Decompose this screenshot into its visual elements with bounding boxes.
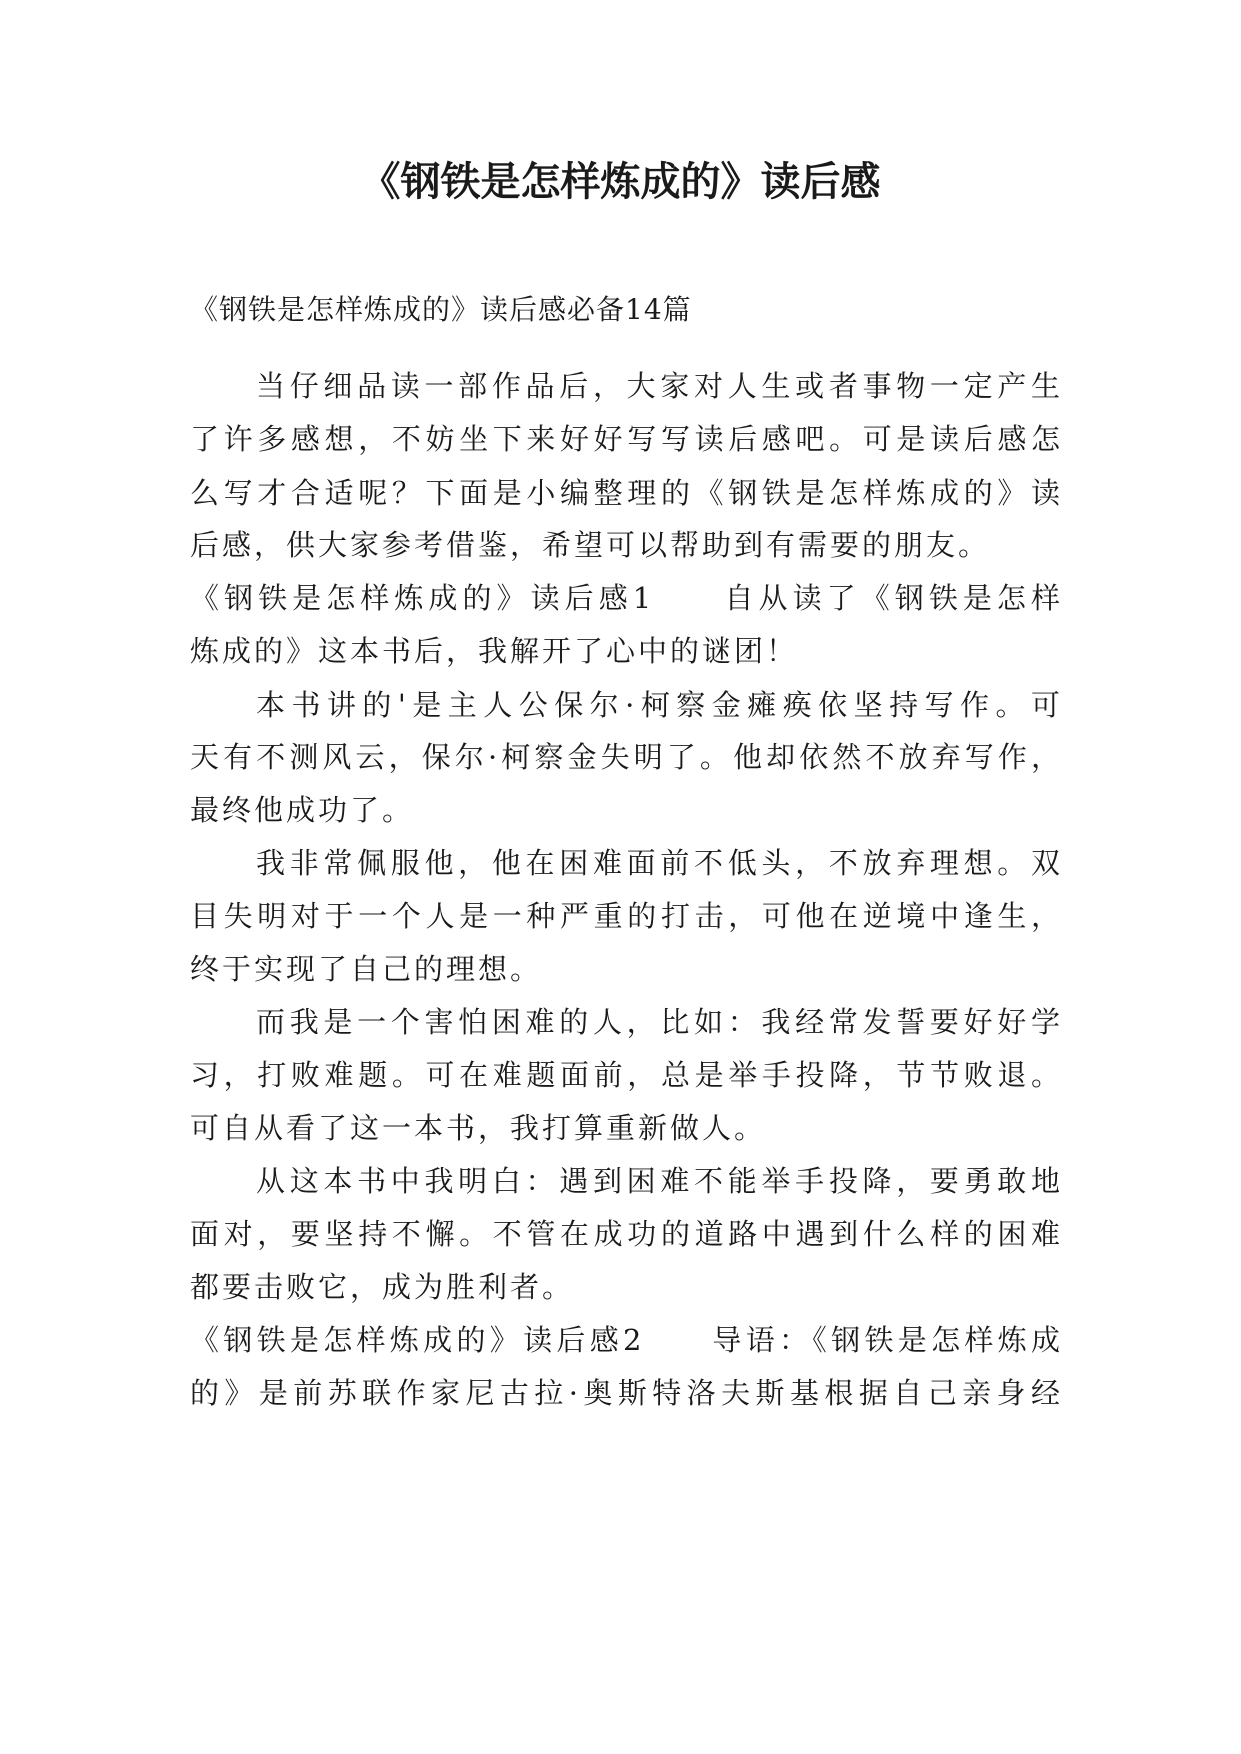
document-title: 《钢铁是怎样炼成的》读后感 (360, 159, 881, 205)
body-line: 了许多感想，不妨坐下来好好写写读后感吧。可是读后感怎 (190, 422, 1060, 456)
body-line: 本书讲的'是主人公保尔·柯察金瘫痪依坚持写作。可 (256, 688, 1060, 722)
body-line: 而我是一个害怕困难的人，比如：我经常发誓要好好学 (256, 1005, 1060, 1039)
body-line: 炼成的》这本书后，我解开了心中的谜团！ (190, 634, 799, 668)
body-line: 当仔细品读一部作品后，大家对人生或者事物一定产生 (256, 369, 1060, 403)
body-line: 可自从看了这一本书，我打算重新做人。 (190, 1111, 767, 1145)
body-line: 目失明对于一个人是一种严重的打击，可他在逆境中逢生， (190, 899, 1060, 933)
section-heading-line: 《钢铁是怎样炼成的》读后感2 导语：《钢铁是怎样炼成 (190, 1323, 1060, 1357)
body-line: 终于实现了自己的理想。 (190, 952, 543, 986)
body-line: 我非常佩服他，他在困难面前不低头，不放弃理想。双 (256, 846, 1060, 880)
section-heading-line: 《钢铁是怎样炼成的》读后感1 自从读了《钢铁是怎样 (190, 581, 1060, 615)
body-line: 习，打败难题。可在难题面前，总是举手投降，节节败退。 (190, 1058, 1060, 1092)
body-line: 从这本书中我明白：遇到困难不能举手投降，要勇敢地 (256, 1164, 1060, 1198)
body-line: 最终他成功了。 (190, 793, 415, 827)
body-line: 面对，要坚持不懈。不管在成功的道路中遇到什么样的困难 (190, 1217, 1060, 1251)
body-line: 都要击败它，成为胜利者。 (190, 1270, 575, 1304)
body-line: 天有不测风云，保尔·柯察金失明了。他却依然不放弃写作， (190, 740, 1060, 774)
body-line: 么写才合适呢？下面是小编整理的《钢铁是怎样炼成的》读 (190, 476, 1060, 510)
body-line: 后感，供大家参考借鉴，希望可以帮助到有需要的朋友。 (190, 528, 991, 562)
document-subtitle: 《钢铁是怎样炼成的》读后感必备14篇 (190, 293, 692, 326)
body-line: 的》是前苏联作家尼古拉·奥斯特洛夫斯基根据自己亲身经 (190, 1376, 1060, 1410)
